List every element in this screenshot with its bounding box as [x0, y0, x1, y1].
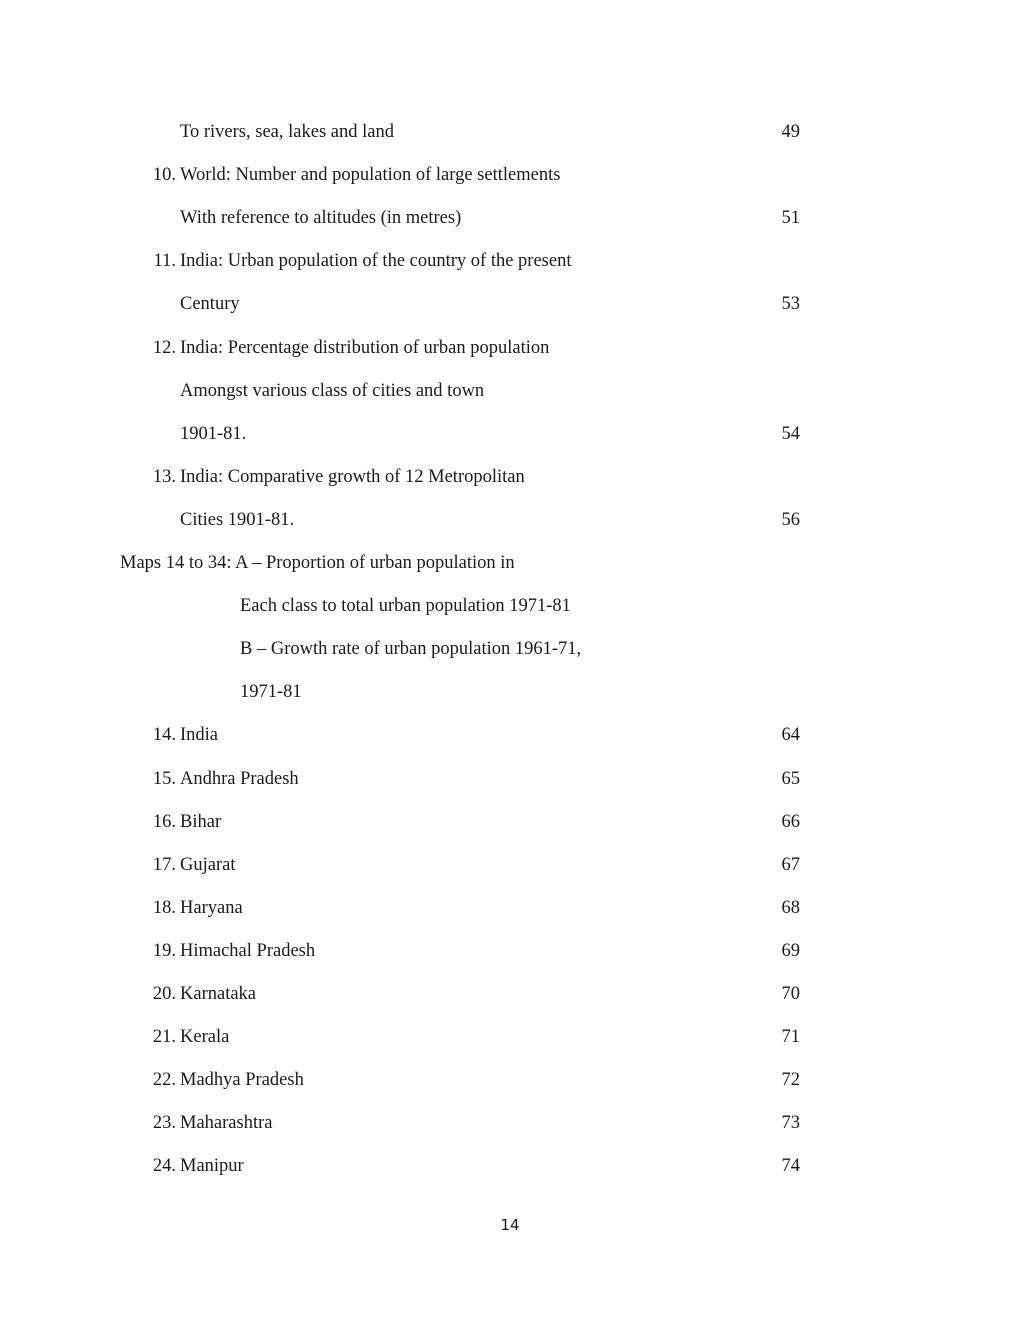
- entry-title: Cities 1901-81.: [180, 509, 295, 530]
- entry-number: 21.: [152, 1027, 176, 1048]
- toc-entry: [0, 336, 1020, 360]
- entry-number: 23.: [152, 1113, 176, 1134]
- toc-entry: [0, 1154, 1020, 1178]
- entry-title: India: [180, 725, 219, 746]
- toc-entry: [0, 982, 1020, 1006]
- toc-entry: [0, 465, 1020, 489]
- page-number: 14: [500, 1216, 520, 1234]
- entry-number: 19.: [152, 940, 176, 961]
- entry-title: World: Number and population of large settlements: [180, 165, 561, 186]
- toc-entry: [0, 637, 1020, 661]
- toc-entry: [0, 896, 1020, 920]
- toc-entry: [0, 853, 1020, 877]
- entry-page: 66: [781, 811, 800, 832]
- toc-entry: [0, 206, 1020, 230]
- entry-title: Gujarat: [180, 854, 236, 875]
- entry-page: 68: [781, 897, 800, 918]
- entry-number: 22.: [152, 1070, 176, 1091]
- entry-title: Andhra Pradesh: [180, 768, 299, 789]
- entry-page: 67: [781, 854, 800, 875]
- entry-number: 16.: [152, 811, 176, 832]
- entry-title: B – Growth rate of urban population 1961-71,: [240, 639, 582, 660]
- toc-entry: [0, 551, 1020, 575]
- toc-entry: [0, 120, 1020, 144]
- entry-page: 64: [781, 725, 800, 746]
- entry-page: 49: [781, 122, 800, 142]
- toc-entry: [0, 1111, 1020, 1135]
- entry-number: 18.: [152, 897, 176, 918]
- entry-title: Haryana: [180, 897, 243, 918]
- entry-title: Kerala: [180, 1027, 230, 1048]
- toc-entry: [0, 594, 1020, 618]
- toc-entry: [0, 379, 1020, 403]
- toc-entry: [0, 810, 1020, 834]
- entry-title: India: Comparative growth of 12 Metropolitan: [180, 466, 525, 487]
- entry-number: 24.: [152, 1156, 176, 1177]
- entry-title: Maps 14 to 34: A – Proportion of urban population in: [120, 553, 515, 573]
- entry-title: Manipur: [180, 1156, 244, 1177]
- entry-page: 72: [781, 1070, 800, 1091]
- entry-title: Karnataka: [180, 984, 257, 1004]
- entry-title: Maharashtra: [180, 1113, 273, 1134]
- entry-page: 54: [781, 423, 800, 444]
- entry-number: 17.: [152, 854, 176, 875]
- entry-page: 73: [781, 1113, 800, 1134]
- entry-title: 1971-81: [240, 682, 302, 703]
- entry-title: India: Urban population of the country of the present: [180, 251, 572, 272]
- toc-entry: [0, 939, 1020, 963]
- entry-page: 56: [781, 509, 800, 530]
- entry-number: 12.: [152, 337, 176, 358]
- entry-title: With reference to altitudes (in metres): [180, 208, 462, 229]
- entry-title: To rivers, sea, lakes and land: [180, 122, 394, 142]
- entry-number: 15.: [152, 768, 176, 789]
- entry-number: 11.: [153, 251, 176, 272]
- entry-page: 74: [781, 1156, 800, 1177]
- entry-title: Himachal Pradesh: [180, 940, 316, 961]
- entry-page: 65: [781, 768, 800, 789]
- entry-title: Bihar: [180, 811, 222, 832]
- toc-entry: [0, 508, 1020, 532]
- entry-number: 20.: [152, 984, 176, 1004]
- toc-entry: [0, 292, 1020, 316]
- entry-title: Century: [180, 294, 240, 315]
- entry-title: India: Percentage distribution of urban population: [180, 337, 550, 358]
- toc-entry: [0, 163, 1020, 187]
- toc-entry: [0, 1025, 1020, 1049]
- entry-title: Amongst various class of cities and town: [180, 380, 485, 401]
- toc-entry: [0, 723, 1020, 747]
- toc-entry: [0, 767, 1020, 791]
- toc-entry: [0, 680, 1020, 704]
- entry-page: 71: [781, 1027, 800, 1048]
- entry-page: 53: [781, 294, 800, 315]
- entry-number: 10.: [152, 165, 176, 186]
- entry-page: 51: [781, 208, 800, 229]
- entry-number: 14.: [152, 725, 176, 746]
- toc-entry: [0, 422, 1020, 446]
- entry-number: 13.: [152, 466, 176, 487]
- entry-page: 69: [781, 940, 800, 961]
- entry-title: Each class to total urban population 1971-81: [240, 596, 571, 617]
- entry-title: 1901-81.: [180, 423, 247, 444]
- entry-page: 70: [781, 984, 800, 1004]
- toc-entry: [0, 249, 1020, 273]
- toc-entry: [0, 1068, 1020, 1092]
- entry-title: Madhya Pradesh: [180, 1070, 304, 1091]
